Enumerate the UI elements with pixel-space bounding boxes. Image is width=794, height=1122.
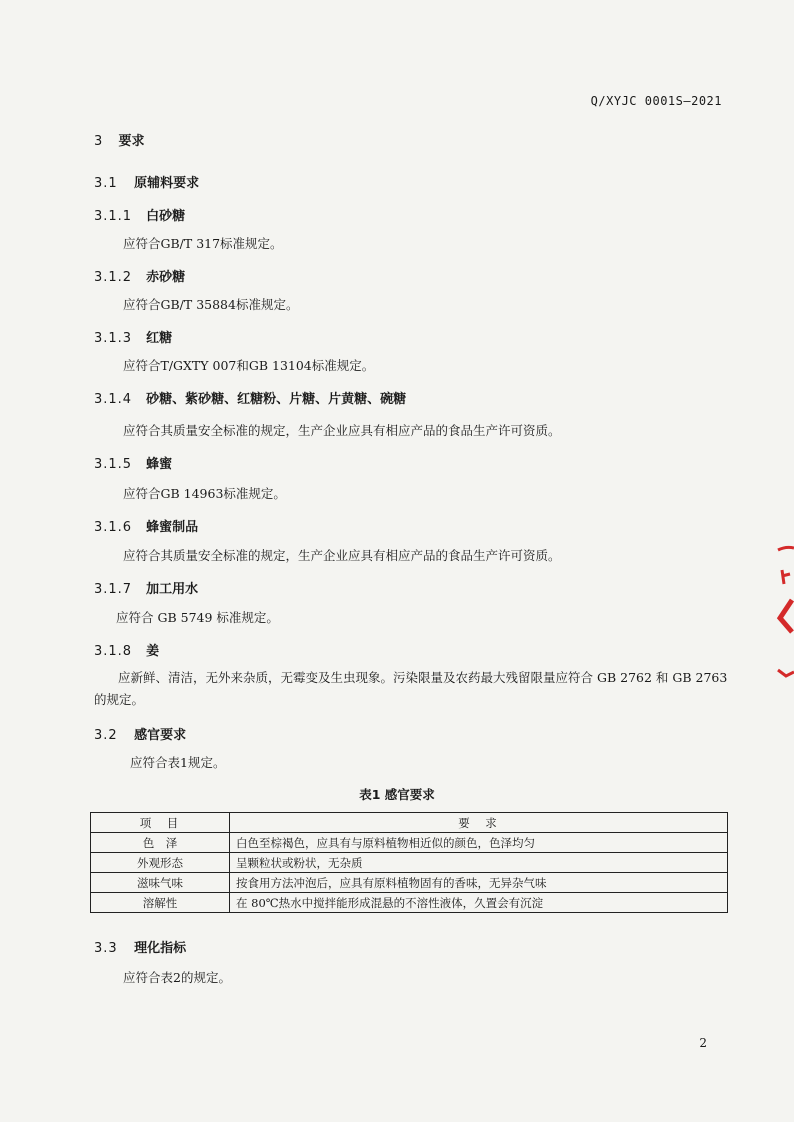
item-number: 3.1.6 <box>94 520 133 535</box>
item-3-1-6-text: 应符合其质量安全标准的规定，生产企业应具有相应产品的食品生产许可资质。 <box>123 548 561 563</box>
table-row <box>91 833 728 853</box>
table-cell-requirement: 按食用方法冲泡后，应具有原料植物固有的香味，无异杂气味 <box>230 873 728 893</box>
table-row <box>91 893 728 913</box>
item-3-1-3-text: 应符合T/GXTY 007和GB 13104标准规定。 <box>123 358 375 373</box>
section-title: 原辅料要求 <box>134 176 200 191</box>
item-3-1-3-heading <box>94 327 172 346</box>
section-3-1-heading <box>94 172 199 191</box>
section-3-2-heading <box>94 724 186 743</box>
table-cell-requirement: 在 80℃热水中搅拌能形成混悬的不溶性液体，久置会有沉淀 <box>230 893 728 913</box>
section-3-2-text: 应符合表1规定。 <box>130 755 226 770</box>
standard-code: Q/XYJC 0001S—2021 <box>590 94 722 108</box>
item-3-1-4-text: 应符合其质量安全标准的规定，生产企业应具有相应产品的食品生产许可资质。 <box>123 423 561 438</box>
item-number: 3.1.3 <box>94 331 133 346</box>
item-title: 加工用水 <box>146 582 199 597</box>
item-title: 蜂蜜 <box>146 457 173 472</box>
item-3-1-6-heading <box>94 516 198 535</box>
table-cell-requirement: 呈颗粒状或粉状，无杂质 <box>230 853 728 873</box>
section-number: 3.3 <box>94 941 118 956</box>
item-title: 赤砂糖 <box>146 270 186 285</box>
item-3-1-8-heading <box>94 640 159 659</box>
stamp-stroke <box>782 570 790 584</box>
section-title: 感官要求 <box>134 728 187 743</box>
item-3-1-1-heading <box>94 205 185 224</box>
table-header-row <box>91 813 728 833</box>
item-number: 3.1.7 <box>94 582 133 597</box>
table-cell-item: 溶解性 <box>91 893 230 913</box>
page-number: 2 <box>699 1036 707 1050</box>
section-3-3-heading <box>94 937 186 956</box>
stamp-stroke <box>778 547 794 550</box>
section-number: 3 <box>94 134 103 149</box>
item-number: 3.1.8 <box>94 644 133 659</box>
table-cell-item: 色 泽 <box>91 833 230 853</box>
stamp-stroke <box>778 670 794 676</box>
item-title: 蜂蜜制品 <box>146 520 199 535</box>
item-3-1-1-text: 应符合GB/T 317标准规定。 <box>123 236 283 251</box>
section-3-heading <box>94 130 145 149</box>
section-number: 3.1 <box>94 176 118 191</box>
sensory-requirements-table <box>90 812 728 913</box>
item-3-1-2-heading <box>94 266 185 285</box>
item-3-1-7-text: 应符合 GB 5749 标准规定。 <box>116 610 279 625</box>
section-number: 3.2 <box>94 728 118 743</box>
header-requirement: 要 求 <box>230 813 728 833</box>
item-3-1-5-heading <box>94 453 172 472</box>
item-title: 姜 <box>146 644 160 659</box>
item-title: 红糖 <box>146 331 173 346</box>
table-cell-item: 外观形态 <box>91 853 230 873</box>
item-3-1-5-text: 应符合GB 14963标准规定。 <box>123 486 286 501</box>
section-3-3-text: 应符合表2的规定。 <box>123 970 231 985</box>
item-number: 3.1.5 <box>94 457 133 472</box>
table-row <box>91 873 728 893</box>
item-number: 3.1.1 <box>94 209 133 224</box>
item-number: 3.1.4 <box>94 392 133 407</box>
table-cell-item: 滋味气味 <box>91 873 230 893</box>
item-title: 白砂糖 <box>146 209 186 224</box>
section-title: 要求 <box>118 134 145 149</box>
item-title: 砂糖、紫砂糖、红糖粉、片糖、片黄糖、碗糖 <box>146 392 407 407</box>
table-1-caption: 表1 感官要求 <box>359 787 435 802</box>
table-cell-requirement: 白色至棕褐色，应具有与原料植物相近似的颜色，色泽均匀 <box>230 833 728 853</box>
item-3-1-7-heading <box>94 578 198 597</box>
item-3-1-8-text: 应新鲜、清洁，无外来杂质，无霉变及生虫现象。污染限量及农药最大残留限量应符合 GB 2762 和 GB 2763 的规定。 <box>94 670 728 707</box>
seal-stamp-fragment <box>772 540 794 690</box>
item-number: 3.1.2 <box>94 270 133 285</box>
section-title: 理化指标 <box>134 941 187 956</box>
table-row <box>91 853 728 873</box>
header-item: 项 目 <box>91 813 230 833</box>
item-3-1-2-text: 应符合GB/T 35884标准规定。 <box>123 297 299 312</box>
item-3-1-4-heading <box>94 388 406 407</box>
stamp-stroke <box>780 600 792 632</box>
